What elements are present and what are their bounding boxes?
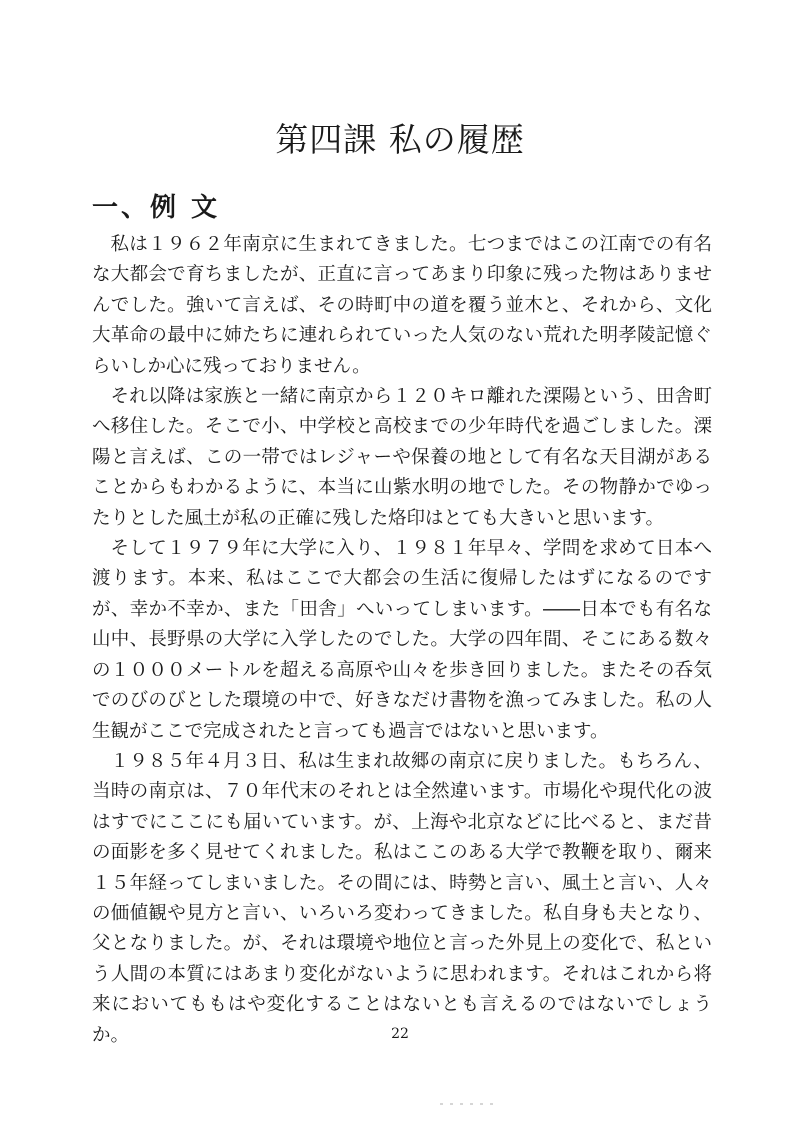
- paragraph-3: そして１９７９年に大学に入り、１９８１年早々、学問を求めて日本へ渡ります。本来、私はここで大都会の生活に復帰したはずになるのですが、幸か不幸か、また「田舎」へいってしまいます。――日本でも有名な山中、長野県の大学に入学したのでした。大学の四年間、そこにある数々の１０００メートルを超える高原や山々を歩き回りました。またその呑気でのびのびとした環境の中で、好きなだけ書物を漁ってみました。私の人生観がここで完成されたと言っても過言ではないと思います。: [92, 538, 712, 742]
- section-heading: 一、例 文: [92, 193, 221, 223]
- paragraph-4: １９８５年４月３日、私は生まれ故郷の南京に戻りました。もちろん、当時の南京は、７０年代末のそれとは全然違います。市場化や現代化の波はすでにここにも届いています。が、上海や北京などに比べると、まだ昔の面影を多く見せてくれました。私はここのある大学で教鞭を取り、爾来１５年経ってしまいました。その間には、時勢と言い、風土と言い、人々の価値観や見方と言い、いろいろ変わってきました。私自身も夫となり、父となりました。が、それは環境や地位と言った外見上の変化で、私という人間の本質にはあまり変化がないように思われます。それはこれから将来においてももはや変化することはないとも言えるのではないでしょうか。: [92, 750, 712, 1046]
- scan-artifact: [440, 1103, 500, 1105]
- chapter-title: 第四課 私の履歴: [275, 120, 525, 159]
- paragraph-1: 私は１９６２年南京に生まれてきました。七つまではこの江南での有名な大都会で育ちましたが、正直に言ってあまり印象に残った物はありませんでした。強いて言えば、その時町中の道を覆う並木と、それから、文化大革命の最中に姉たちに連れられていった人気のない荒れた明孝陵記憶ぐらいしか心に残っておりません。: [92, 234, 712, 377]
- body-text: [92, 230, 712, 1051]
- paragraph-2: それ以降は家族と一緒に南京から１２０キロ離れた溧陽という、田舎町へ移住した。そこで小、中学校と高校までの少年時代を過ごしました。溧陽と言えば、この一帯ではレジャーや保養の地として有名な天目湖があることからもわかるように、本当に山紫水明の地でした。その物静かでゆったりとした風土が私の正確に残した烙印はとても大きいと思います。: [92, 386, 712, 529]
- page-number: 22: [391, 1026, 409, 1042]
